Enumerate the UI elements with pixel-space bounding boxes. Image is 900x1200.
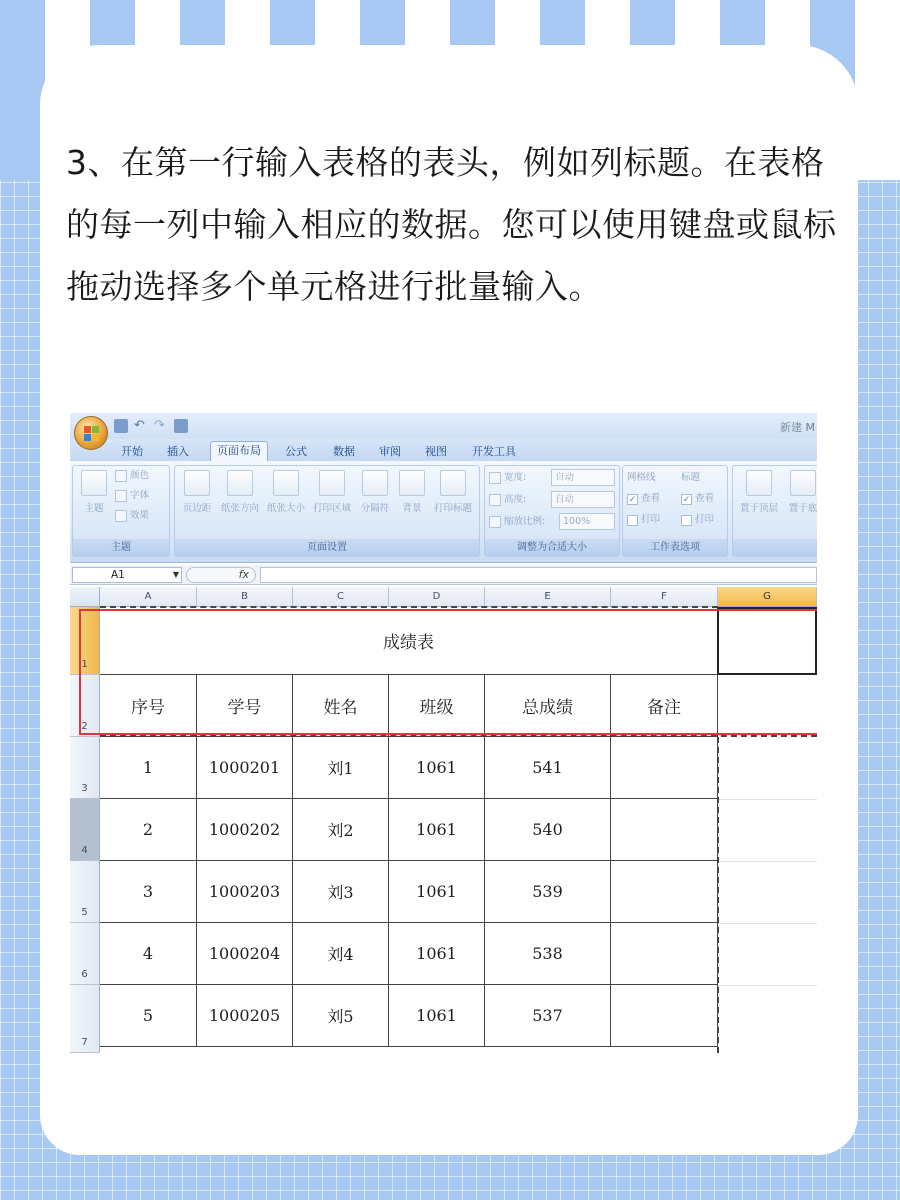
row-number: 6 [81,969,88,980]
size-label: 纸张大小 [266,503,305,514]
sheet-options-group-label: 工作表选项 [623,539,727,556]
theme-button[interactable] [77,470,111,514]
tab-page-layout[interactable]: 页面布局 [210,441,268,461]
highlight-box [79,609,817,735]
table-cell[interactable]: 3 [100,861,197,923]
height-row [489,492,526,508]
tab-data[interactable]: 数据 [333,445,355,458]
gridline [718,799,817,800]
background-label: 背景 [402,503,422,514]
scale-stepper[interactable]: 100% [559,513,615,530]
table-cell[interactable]: 537 [485,985,611,1047]
select-all-corner[interactable] [70,587,100,607]
header-cell-c[interactable]: 姓名 [293,675,389,737]
checker-square [450,0,495,45]
table-cell[interactable]: 539 [485,861,611,923]
checker-square [765,0,810,45]
title-bar [70,413,817,439]
fonts-icon [115,490,127,502]
headings-view-label: 查看 [695,493,715,504]
checker-square [270,0,315,45]
send-back-label: 置于底 [788,503,817,514]
row-number: 1 [81,659,88,670]
scale-row [489,514,545,530]
formula-bar [70,565,817,585]
table-cell[interactable]: 5 [100,985,197,1047]
headings-print-label: 打印 [695,514,715,525]
headings-heading: 标题 [681,472,701,483]
checker-square [135,0,180,45]
column-header-d[interactable]: D [389,587,485,607]
row-number: 3 [81,783,88,794]
colors-label: 颜色 [130,470,150,481]
table-cell[interactable]: 1000201 [197,737,293,799]
table-cell[interactable]: 541 [485,737,611,799]
bring-front-icon [746,470,772,496]
gridlines-print-label: 打印 [641,514,661,525]
header-cell-b[interactable]: 学号 [197,675,293,737]
table-cell[interactable]: 540 [485,799,611,861]
row-number: 5 [81,907,88,918]
width-select[interactable]: 自动 [551,469,615,486]
ribbon-tabs [70,439,817,461]
gridline [718,923,817,924]
print-titles-label: 打印标题 [433,503,472,514]
page-setup-group [174,465,480,557]
table-cell[interactable] [611,799,718,861]
office-button[interactable] [74,416,108,450]
row-number: 4 [81,845,88,856]
column-header-b[interactable]: B [197,587,293,607]
table-cell[interactable]: 1061 [389,985,485,1047]
send-back-icon [790,470,816,496]
page-break-line [100,735,817,737]
table-cell[interactable] [611,737,718,799]
ribbon [70,461,817,563]
checker-square [540,0,585,45]
background-icon [399,470,425,496]
checker-square [675,0,720,45]
background-button[interactable] [395,470,429,514]
checker-square [315,0,360,45]
orientation-icon [227,470,253,496]
row-header-3[interactable] [70,737,100,799]
send-to-back-button[interactable] [783,470,817,514]
theme-effects[interactable] [115,508,149,524]
height-select[interactable]: 自动 [551,491,615,508]
table-cell[interactable]: 刘5 [293,985,389,1047]
height-icon [489,494,501,506]
scale-to-fit-group [484,465,620,557]
print-area-label: 打印区域 [312,503,351,514]
excel-screenshot [70,413,817,1053]
name-box[interactable] [72,567,182,583]
table-cell[interactable] [611,985,718,1047]
document-title: 新建 M [780,421,815,434]
arrange-group-label [733,539,817,556]
table-cell[interactable] [611,923,718,985]
header-cell-f[interactable]: 备注 [611,675,718,737]
header-cell-d[interactable]: 班级 [389,675,485,737]
checker-square [585,0,630,45]
checker-square [720,0,765,45]
formula-input[interactable] [260,567,817,583]
row-header-5[interactable] [70,861,100,923]
checker-square [45,0,90,45]
height-label: 高度: [504,494,527,505]
table-cell[interactable]: 刘2 [293,799,389,861]
breaks-button[interactable] [355,470,395,514]
checkmark-icon: ✓ [628,494,637,505]
column-header-c[interactable]: C [293,587,389,607]
column-header-g[interactable]: G [718,587,817,607]
theme-fonts[interactable] [115,488,149,504]
arrange-group [732,465,817,557]
tab-insert[interactable]: 插入 [167,445,189,458]
table-cell[interactable]: 1061 [389,923,485,985]
tab-home[interactable]: 开始 [121,445,143,458]
gridline [718,985,817,986]
table-title-cell[interactable]: 成绩表 [100,607,718,675]
redo-icon[interactable]: ↷ [154,418,165,433]
insert-function-button[interactable]: fx [186,567,256,583]
width-row [489,470,526,486]
gridline [718,861,817,862]
row-header-7[interactable] [70,985,100,1053]
checker-square [630,0,675,45]
save-icon[interactable] [114,419,128,433]
tab-formulas[interactable]: 公式 [285,445,307,458]
page-break-line [717,737,719,1053]
print-area-button[interactable] [309,470,355,514]
headings-view-checkbox[interactable] [681,491,714,507]
office-logo-icon [84,426,99,441]
checker-square [405,0,450,45]
table-cell[interactable]: 刘1 [293,737,389,799]
checkbox-icon [627,515,638,526]
bring-to-front-button[interactable] [735,470,783,514]
checker-square [180,0,225,45]
theme-group [72,465,170,557]
gridlines-heading: 网格线 [627,472,656,483]
scale-icon [489,516,501,528]
sheet-options-group [622,465,728,557]
table-cell[interactable]: 538 [485,923,611,985]
undo-icon[interactable]: ↶ [134,418,145,433]
checkmark-icon: ✓ [682,494,691,505]
effects-icon [115,510,127,522]
checker-square [360,0,405,45]
page-size-icon [273,470,299,496]
scale-group-label: 调整为合适大小 [485,539,619,556]
tab-developer[interactable]: 开发工具 [472,445,516,458]
column-header-f[interactable]: F [611,587,718,607]
table-cell[interactable]: 1 [100,737,197,799]
row-header-6[interactable] [70,923,100,985]
column-header-a[interactable]: A [100,587,197,607]
row-number: 7 [81,1037,88,1048]
column-header-e[interactable]: E [485,587,611,607]
instruction-text: 3、在第一行输入表格的表头，例如列标题。在表格的每一列中输入相应的数据。您可以使用键盘或鼠标拖动选择多个单元格进行批量输入。 [66,143,837,306]
table-cell[interactable]: 1000202 [197,799,293,861]
table-cell[interactable]: 1000203 [197,861,293,923]
headings-print-checkbox[interactable] [681,512,714,528]
print-titles-button[interactable] [429,470,477,514]
table-cell[interactable]: 1061 [389,737,485,799]
effects-label: 效果 [130,510,150,521]
table-cell[interactable]: 1061 [389,799,485,861]
theme-group-label: 主题 [73,539,169,556]
theme-icon [81,470,107,496]
print-area-icon [319,470,345,496]
margins-button[interactable] [177,470,217,514]
gridlines-view-checkbox[interactable] [627,491,660,507]
breaks-icon [362,470,388,496]
tab-view[interactable]: 视图 [425,445,447,458]
customize-icon[interactable] [174,419,188,433]
table-cell[interactable]: 1000204 [197,923,293,985]
bring-front-label: 置于顶层 [739,503,778,514]
theme-button-label: 主题 [84,503,104,514]
checker-square [855,0,900,45]
table-cell[interactable]: 刘4 [293,923,389,985]
tab-review[interactable]: 审阅 [379,445,401,458]
size-button[interactable] [263,470,309,514]
margins-label: 页边距 [182,503,212,514]
row-number: 2 [81,721,88,732]
print-area-border [100,606,718,608]
colors-icon [115,470,127,482]
breaks-label: 分隔符 [360,503,390,514]
checker-square [810,0,855,45]
width-icon [489,472,501,484]
row-header-4[interactable] [70,799,100,861]
table-cell[interactable]: 1061 [389,861,485,923]
checkbox-icon [681,515,692,526]
theme-colors[interactable] [115,468,149,484]
quick-access-toolbar [114,417,188,435]
margins-icon [184,470,210,496]
checker-square [225,0,270,45]
checker-square [495,0,540,45]
page-setup-group-label: 页面设置 [175,539,479,556]
checker-square [0,0,45,45]
table-cell[interactable]: 4 [100,923,197,985]
orientation-button[interactable] [217,470,263,514]
scale-label: 缩放比例: [504,516,546,527]
header-cell-a[interactable]: 序号 [100,675,197,737]
chevron-down-icon[interactable]: ▼ [172,570,179,579]
table-cell[interactable]: 刘3 [293,861,389,923]
header-cell-e[interactable]: 总成绩 [485,675,611,737]
checker-square [90,0,135,45]
table-cell[interactable]: 1000205 [197,985,293,1047]
checker-row-1 [0,0,900,45]
width-label: 宽度: [504,472,527,483]
fonts-label: 字体 [130,490,150,501]
gridlines-view-label: 查看 [641,493,661,504]
name-box-value: A1 [111,569,125,581]
table-cell[interactable]: 2 [100,799,197,861]
print-titles-icon [440,470,466,496]
orientation-label: 纸张方向 [220,503,259,514]
gridlines-print-checkbox[interactable] [627,512,660,528]
table-cell[interactable] [611,861,718,923]
